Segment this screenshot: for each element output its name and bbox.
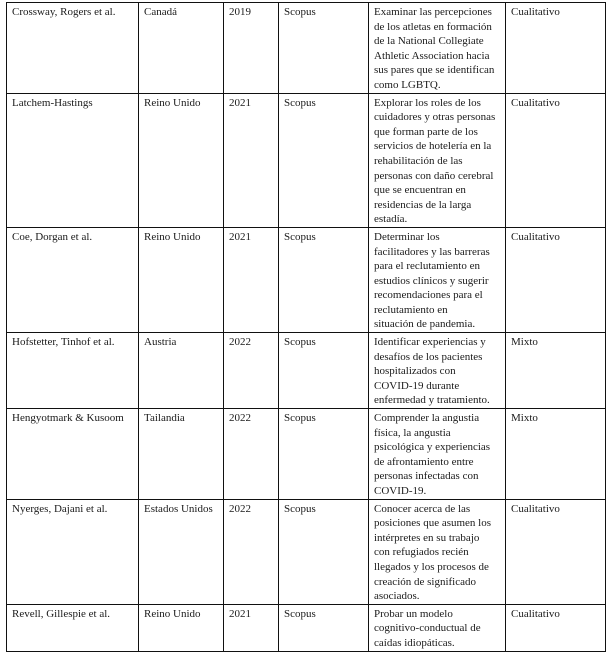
cell-autor: [7, 227, 139, 332]
pais-text: Tailandia: [144, 412, 185, 425]
objetivo-line: residencias de la larga: [374, 198, 472, 211]
cell-pais: [139, 333, 224, 409]
cell-autor: [7, 333, 139, 409]
table-row: [7, 604, 606, 651]
table-row: [7, 333, 606, 409]
objetivo-line: estudios clínicos y sugerir: [374, 274, 489, 287]
objetivo-line: con refugiados recién: [374, 546, 469, 559]
cell-anio: [224, 499, 279, 604]
base-text: Scopus: [284, 230, 316, 243]
cell-enfoque: [506, 499, 606, 604]
objetivo-line: que se encuentran en: [374, 184, 466, 197]
base-text: Scopus: [284, 6, 316, 18]
objetivo-line: de los atletas en formación: [374, 20, 492, 33]
cell-pais: [139, 409, 224, 500]
objetivo-line: Conocer acerca de las: [374, 502, 471, 515]
cell-pais: [139, 604, 224, 651]
table-row: [7, 3, 606, 94]
objetivo-line: hospitalizados con: [374, 365, 456, 378]
objetivo-line: desafíos de los pacientes: [374, 350, 483, 363]
cell-base: [279, 333, 369, 409]
objetivo-line: recomendaciones para el: [374, 289, 483, 302]
cell-autor: [7, 3, 139, 94]
enfoque-text: Cualitativo: [511, 96, 560, 109]
objetivo-line: psicológica y experiencias: [374, 441, 491, 454]
base-text: Scopus: [284, 96, 316, 109]
objetivo-line: enfermedad y tratamiento.: [374, 394, 490, 407]
objetivo-line: COVID-19 durante: [374, 379, 460, 392]
base-text: Scopus: [284, 336, 316, 349]
pais-text: Austria: [144, 336, 177, 349]
cell-objetivo: [369, 499, 506, 604]
base-text: Scopus: [284, 412, 316, 425]
cell-base: [279, 604, 369, 651]
cell-anio: [224, 409, 279, 500]
table-row: [7, 227, 606, 332]
objetivo-line: Identificar experiencias y: [374, 336, 486, 349]
cell-pais: [139, 499, 224, 604]
objetivo-line: situación de pandemia.: [374, 318, 476, 331]
objetivo-line: de la National Collegiate: [374, 35, 484, 48]
cell-enfoque: [506, 93, 606, 227]
objetivo-line: caídas idiopáticas.: [374, 636, 455, 649]
objetivo-line: llegados y los procesos de: [374, 560, 489, 573]
pais-text: Canadá: [144, 6, 177, 18]
objetivo-line: COVID-19.: [374, 485, 427, 497]
objetivo-line: intérpretes en su trabajo: [374, 531, 480, 544]
objetivo-line: Athletic Association hacia: [374, 49, 490, 62]
objetivo-line: que forman parte de los: [374, 125, 478, 138]
autor-text: Nyerges, Dajani et al.: [12, 502, 108, 515]
base-text: Scopus: [284, 502, 316, 515]
autor-text: Latchem-Hastings: [12, 96, 93, 109]
objetivo-line: Comprender la angustia: [374, 412, 480, 425]
objetivo-line: para el reclutamiento en: [374, 260, 480, 273]
cell-objetivo: [369, 93, 506, 227]
objetivo-line: creación de significado: [374, 575, 477, 588]
objetivo-line: reclutamiento en: [374, 303, 448, 316]
autor-text: Hofstetter, Tinhof et al.: [12, 336, 115, 349]
cell-enfoque: [506, 604, 606, 651]
autor-text: Revell, Gillespie et al.: [12, 607, 111, 620]
objetivo-line: Explorar los roles de los: [374, 96, 481, 109]
cell-objetivo: [369, 227, 506, 332]
pais-text: Estados Unidos: [144, 502, 213, 515]
cell-objetivo: [369, 333, 506, 409]
cell-autor: [7, 409, 139, 500]
objetivo-line: de afrontamiento entre: [374, 455, 474, 468]
cell-anio: [224, 604, 279, 651]
cell-objetivo: [369, 3, 506, 94]
pais-text: Reino Unido: [144, 230, 201, 243]
objetivo-line: facilitadores y las barreras: [374, 245, 490, 258]
cell-enfoque: [506, 333, 606, 409]
cell-enfoque: [506, 409, 606, 500]
cell-base: [279, 93, 369, 227]
cell-anio: [224, 333, 279, 409]
cell-autor: [7, 499, 139, 604]
table-row: [7, 409, 606, 500]
table-body: [7, 3, 606, 652]
objetivo-line: estadía.: [374, 213, 408, 226]
pais-text: Reino Unido: [144, 607, 201, 620]
cell-enfoque: [506, 227, 606, 332]
objetivo-line: personas infectadas con: [374, 470, 479, 483]
enfoque-text: Cualitativo: [511, 502, 560, 515]
anio-text: 2022: [229, 412, 251, 425]
autor-text: Crossway, Rogers et al.: [12, 6, 116, 18]
cell-pais: [139, 3, 224, 94]
pais-text: Reino Unido: [144, 96, 201, 109]
base-text: Scopus: [284, 607, 316, 620]
table-row: [7, 93, 606, 227]
studies-table: [6, 2, 606, 652]
cell-anio: [224, 93, 279, 227]
objetivo-line: cognitivo-conductual de: [374, 622, 481, 635]
cell-objetivo: [369, 604, 506, 651]
autor-text: Hengyotmark & Kusoom: [12, 412, 124, 425]
enfoque-text: Cualitativo: [511, 230, 560, 243]
enfoque-text: Mixto: [511, 336, 538, 349]
objetivo-line: física, la angustia: [374, 426, 451, 439]
cell-base: [279, 3, 369, 94]
cell-pais: [139, 227, 224, 332]
objetivo-line: Examinar las percepciones: [374, 6, 492, 18]
objetivo-line: Probar un modelo: [374, 607, 453, 620]
cell-anio: [224, 3, 279, 94]
table-row: [7, 499, 606, 604]
enfoque-text: Cualitativo: [511, 6, 560, 18]
enfoque-text: Cualitativo: [511, 607, 560, 620]
cell-base: [279, 499, 369, 604]
cell-base: [279, 227, 369, 332]
cell-autor: [7, 604, 139, 651]
anio-text: 2021: [229, 230, 251, 243]
enfoque-text: Mixto: [511, 412, 538, 425]
objetivo-line: cuidadores y otras personas: [374, 111, 496, 124]
cell-autor: [7, 93, 139, 227]
objetivo-line: rehabilitación de las: [374, 154, 463, 167]
objetivo-line: sus pares que se identifican: [374, 64, 495, 77]
objetivo-line: asociados.: [374, 590, 420, 603]
anio-text: 2021: [229, 607, 251, 620]
cell-base: [279, 409, 369, 500]
objetivo-line: posiciones que asumen los: [374, 517, 492, 530]
autor-text: Coe, Dorgan et al.: [12, 230, 93, 243]
cell-objetivo: [369, 409, 506, 500]
cell-enfoque: [506, 3, 606, 94]
objetivo-line: personas con daño cerebral: [374, 169, 494, 182]
anio-text: 2022: [229, 336, 251, 349]
anio-text: 2021: [229, 96, 251, 109]
objetivo-line: como LGBTQ.: [374, 78, 441, 91]
cell-pais: [139, 93, 224, 227]
cell-anio: [224, 227, 279, 332]
objetivo-line: servicios de hotelería en la: [374, 140, 492, 153]
anio-text: 2022: [229, 502, 251, 515]
anio-text: 2019: [229, 6, 251, 18]
objetivo-line: Determinar los: [374, 230, 440, 243]
